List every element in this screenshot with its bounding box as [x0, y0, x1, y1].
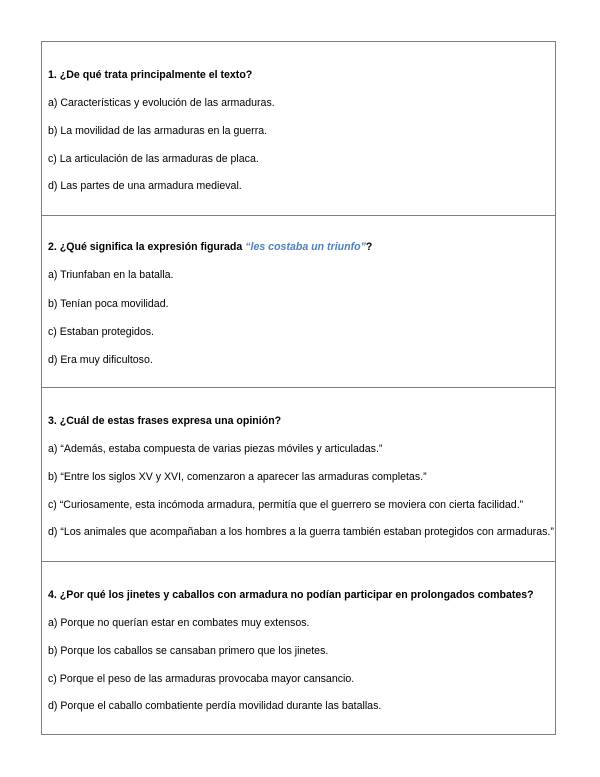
question-2-title-suffix: ?: [365, 241, 373, 253]
question-1-option-b: b) La movilidad de las armaduras en la guerra.: [48, 125, 268, 137]
quiz-table: [41, 41, 556, 735]
question-2-highlight-expression: “les costaba un triunfo”: [245, 241, 366, 253]
question-1: [42, 42, 555, 216]
question-1-option-c: c) La articulación de las armaduras de placa.: [48, 153, 259, 165]
question-2-title-prefix: 2. ¿Qué significa la expresión figurada: [48, 241, 246, 253]
question-4-option-a: a) Porque no querían estar en combates muy extensos.: [48, 617, 310, 629]
question-4-option-d: d) Porque el caballo combatiente perdía movilidad durante las batallas.: [48, 700, 382, 712]
question-3: [42, 388, 555, 562]
question-3-option-a: a) “Además, estaba compuesta de varias piezas móviles y articuladas.”: [48, 443, 383, 455]
question-2-option-a: a) Triunfaban en la batalla.: [48, 269, 174, 281]
question-4-option-b: b) Porque los caballos se cansaban primero que los jinetes.: [48, 645, 329, 657]
question-3-title: 3. ¿Cuál de estas frases expresa una opinión?: [48, 415, 282, 427]
question-1-title: 1. ¿De qué trata principalmente el texto?: [48, 69, 253, 81]
question-2-option-b: b) Tenían poca movilidad.: [48, 298, 169, 310]
question-1-option-a: a) Características y evolución de las armaduras.: [48, 97, 275, 109]
question-3-option-c: c) “Curiosamente, esta incómoda armadura, permitía que el guerrero se moviera con cierta facilidad.”: [48, 499, 524, 511]
question-1-option-d: d) Las partes de una armadura medieval.: [48, 180, 242, 192]
question-4-title: 4. ¿Por qué los jinetes y caballos con armadura no podían participar en prolongados combates?: [48, 589, 534, 601]
question-2-title: [48, 241, 372, 254]
question-2-option-d: d) Era muy dificultoso.: [48, 354, 153, 366]
question-4: [42, 562, 555, 735]
question-3-option-d: d) “Los animales que acompañaban a los hombres a la guerra también estaban protegidos con armaduras.”: [48, 526, 554, 538]
question-2-option-c: c) Estaban protegidos.: [48, 326, 154, 338]
question-4-option-c: c) Porque el peso de las armaduras provocaba mayor cansancio.: [48, 673, 355, 685]
question-2: [42, 216, 555, 388]
question-3-option-b: b) “Entre los siglos XV y XVI, comenzaron a aparecer las armaduras completas.”: [48, 471, 427, 483]
